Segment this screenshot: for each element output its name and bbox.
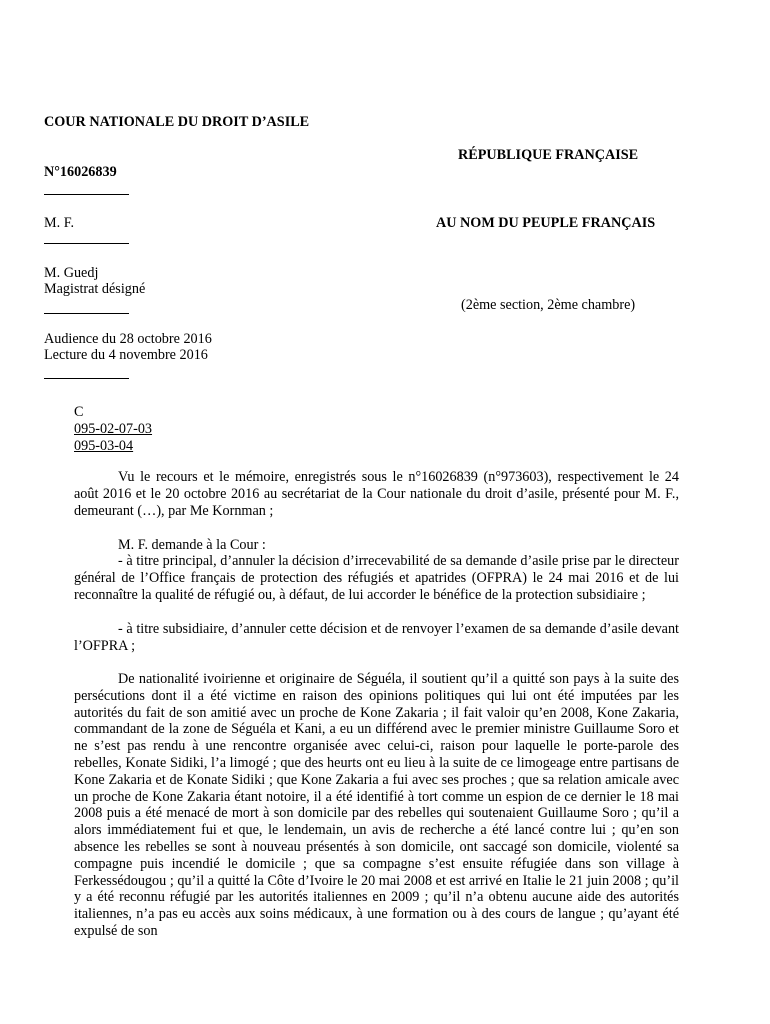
paragraph-demand-principal: - à titre principal, d’annuler la décision d’irrecevabilité de sa demande d’asile prise par le directeur général de l’Office français de protection des réfugiés et apatrides (OFPRA) le 24 mai 2016 et de lui reconnaître la qualité de réfugié ou, à défaut, de lui accorder le bénéfice de la protection subsidiaire ; <box>74 553 679 603</box>
classification-code: 095-03-04 <box>74 438 134 454</box>
paragraph-facts: De nationalité ivoirienne et originaire de Séguéla, il soutient qu’il a quitté son pays à la suite des persécutions dont il a été victime en raison des opinions politiques qui lui ont été imputées par les autorités du fait de son amitié avec un proche de Kone Zakaria ; il fait valoir qu’en 2008, Kone Zakaria, commandant de la zone de Séguéla et Kani, a eu un différend avec le premier ministre Guillaume Soro et ne s’est pas rendu à une rencontre organisée avec celui-ci, raison pour laquelle le porte-parole des rebelles, Konate Sidiki, l’a limogé ; que des heurts ont eu lieu à la suite de ce limogeage entre partisans de Kone Zakaria et de Konate Sidiki ; que Kone Zakaria a fui avec ses proches ; que sa relation amicale avec un proche de Kone Zakaria étant notoire, il a été identifié à tort comme un espion de ce dernier le 18 mai 2008 puis a été menacé de mort à son domicile par des rebelles qui soutenaient Guillaume Soro ; qu’il a alors immédiatement fui et que, le lendemain, un avis de recherche a été lancé contre lui ; qu’en son absence les rebelles se sont à nouveau présentés à son domicile, ont saccagé son domicile, violenté sa compagne puis incendié le domicile ; que sa compagne s’est ensuite réfugiée dans son village à Ferkessédougou ; qu’il a quitté la Côte d’Ivoire le 20 mai 2008 et est arrivé en Italie le 21 juin 2008 ; qu’il y a été reconnu réfugié par les autorités italiennes en 2009 ; qu’il n’a obtenu aucune aide des autorités italiennes, n’a pas eu accès aux soins médicaux, à une formation ou à des cours de langue ; qu’ayant été expulsé de son <box>74 671 679 939</box>
classification-letter: C <box>74 404 84 420</box>
section-label: (2ème section, 2ème chambre) <box>461 297 636 313</box>
paragraph-visas: Vu le recours et le mémoire, enregistrés sous le n°16026839 (n°973603), respectivement le 24 août 2016 et le 20 octobre 2016 au secrétariat de la Cour nationale du droit d’asile, présenté pour M. F., demeurant (…), par Me Kornman ; <box>74 469 679 519</box>
court-title: COUR NATIONALE DU DROIT D’ASILE <box>44 114 310 130</box>
paragraph-demand-intro: M. F. demande à la Cour : <box>118 537 266 553</box>
divider-rule <box>44 243 129 244</box>
party-name: M. F. <box>44 215 75 231</box>
paragraph-demand-subsidiary: - à titre subsidiaire, d’annuler cette décision et de renvoyer l’examen de sa demande d’asile devant l’OFPRA ; <box>74 621 679 654</box>
hearing-date: Audience du 28 octobre 2016 <box>44 331 212 347</box>
divider-rule <box>44 378 129 379</box>
reading-date: Lecture du 4 novembre 2016 <box>44 347 208 363</box>
divider-rule <box>44 194 129 195</box>
classification-block <box>74 404 152 455</box>
case-number: N°16026839 <box>44 164 117 180</box>
divider-rule <box>44 313 129 314</box>
in-name-heading: AU NOM DU PEUPLE FRANÇAIS <box>436 215 656 231</box>
judge-name: M. Guedj <box>44 265 99 281</box>
classification-code: 095-02-07-03 <box>74 421 153 437</box>
republic-heading: RÉPUBLIQUE FRANÇAISE <box>458 147 639 163</box>
judge-role: Magistrat désigné <box>44 281 146 297</box>
